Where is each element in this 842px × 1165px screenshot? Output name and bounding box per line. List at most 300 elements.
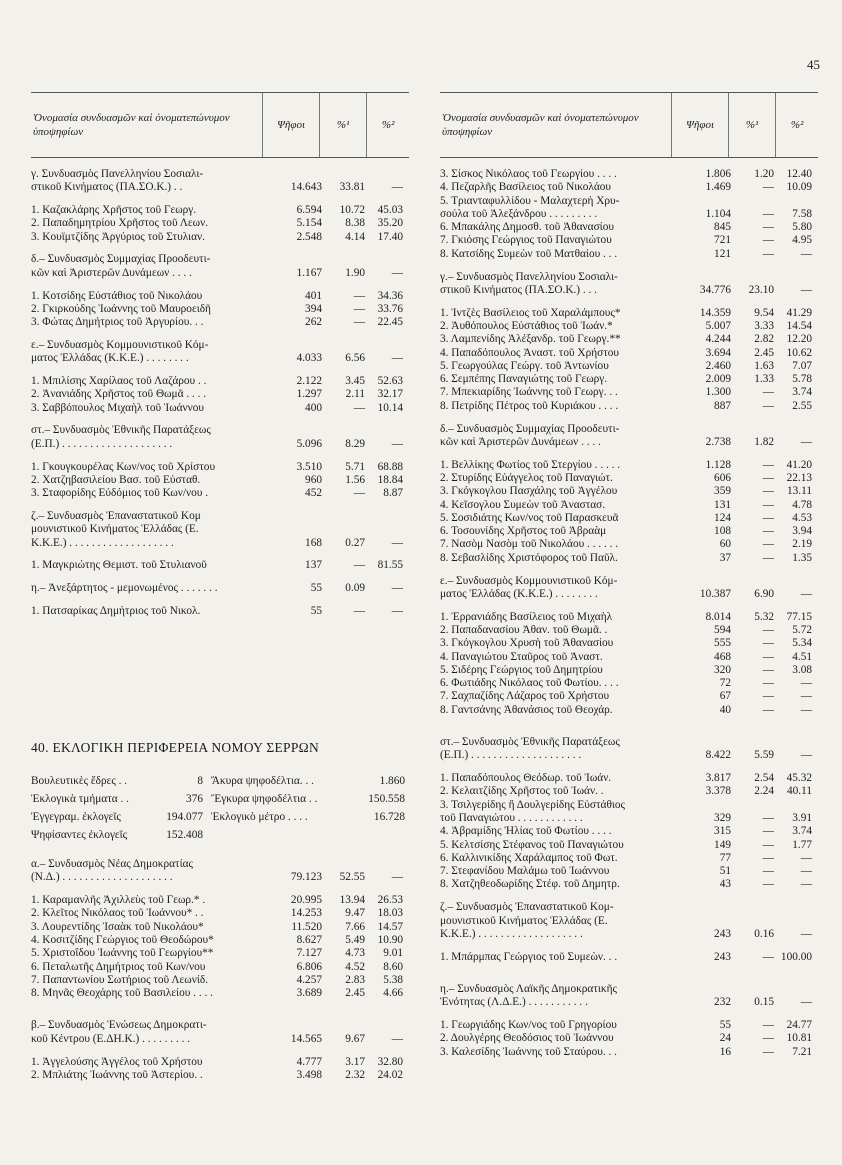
cell-votes: 394 [305, 302, 322, 315]
cell-name: 5. Σοσιδιάτης Κων/νος τοῦ Παρασκευᾶ [440, 511, 619, 524]
cell-votes [681, 983, 734, 996]
table-row [31, 605, 409, 618]
cell-votes: 72 [719, 677, 731, 690]
cell-pct1: — [762, 811, 774, 824]
cell-pct2: 22.45 [377, 316, 403, 329]
cell-votes: 24 [719, 1032, 731, 1045]
info-row [31, 808, 409, 826]
cell-votes [272, 168, 325, 181]
cell-pct2 [777, 736, 815, 749]
cell-pct1: — [762, 878, 774, 891]
cell-pct2: 8.87 [383, 487, 403, 500]
row-spacer [31, 1010, 409, 1020]
cell-pct1 [325, 858, 368, 871]
row-spacer [440, 763, 818, 773]
cell-name: β.– Συνδυασμὸς Ἑνώσεως Δημοκρατι- [31, 1019, 207, 1032]
cell-name: 7. Στεφανίδου Μαλάμω τοῦ Ἰωάννου [440, 865, 610, 878]
table-row [440, 208, 818, 221]
cell-pct1: 5.49 [345, 933, 365, 946]
cell-votes: 606 [714, 471, 731, 484]
cell-pct2: 8.60 [383, 960, 403, 973]
cell-votes [272, 858, 325, 871]
cell-pct2: — [391, 604, 403, 617]
cell-pct1 [325, 253, 368, 266]
cell-name: 5. Τριανταφυλλίδου - Μαλαχτερὴ Χρυ- [440, 194, 620, 207]
table-row [31, 204, 409, 217]
right-column [440, 92, 818, 1059]
info-value: 150.558 [368, 793, 405, 805]
cell-votes: 1.300 [705, 386, 731, 399]
info-value: 16.728 [373, 811, 405, 823]
table-row [31, 253, 409, 266]
cell-pct2: 5.78 [792, 373, 812, 386]
cell-pct1: — [353, 559, 365, 572]
cell-pct2: 24.77 [786, 1019, 812, 1032]
cell-pct1: — [762, 551, 774, 564]
cell-votes: 2.738 [705, 435, 731, 448]
cell-votes: 3.694 [705, 346, 731, 359]
cell-votes: 4.033 [296, 352, 322, 365]
cell-pct1: — [762, 838, 774, 851]
table-row [440, 284, 818, 297]
info-row [31, 826, 409, 844]
table-row [31, 858, 409, 871]
cell-pct2: 13.11 [787, 485, 812, 498]
cell-pct1: 23.10 [748, 283, 774, 296]
table-row [440, 320, 818, 333]
cell-votes [681, 271, 734, 284]
table-row [31, 388, 409, 401]
cell-pct2 [368, 168, 406, 181]
cell-pct1: 2.32 [345, 1068, 365, 1081]
table-row [440, 651, 818, 664]
table-row [31, 1069, 409, 1082]
cell-name: 7. Μπεκιαρίδης Ἰωάννης τοῦ Γεωργ. . . [440, 386, 618, 399]
cell-pct1: — [762, 1019, 774, 1032]
cell-votes: 887 [714, 399, 731, 412]
cell-pct2 [777, 575, 815, 588]
cell-pct1: — [353, 302, 365, 315]
cell-pct2 [368, 424, 406, 437]
cell-votes: 168 [305, 536, 322, 549]
header-name: Ὀνομασία συνδυασμῶν καὶ ὀνοματεπώνυμον ὑποψηφίων [442, 112, 639, 138]
cell-pct2: 7.07 [792, 359, 812, 372]
cell-votes: 55 [719, 1019, 731, 1032]
cell-pct2: 3.94 [792, 525, 812, 538]
cell-pct2: 4.95 [792, 234, 812, 247]
header-votes: Ψῆφοι [671, 93, 728, 157]
cell-pct1 [734, 799, 777, 812]
cell-pct1: — [353, 604, 365, 617]
left-table-body [31, 168, 409, 618]
cell-pct1: 3.17 [345, 1055, 365, 1068]
table-row [440, 677, 818, 690]
cell-votes: 1.167 [296, 266, 322, 279]
table-row [440, 825, 818, 838]
info-right [211, 772, 409, 790]
cell-name: Κ.Κ.Ε.) . . . . . . . . . . . . . . . . . . . [440, 927, 583, 940]
table-row [31, 559, 409, 572]
cell-name: 1. Ἐρρανιάδης Βασίλειος τοῦ Μιχαὴλ [440, 610, 613, 623]
cell-name: 3. Καλεσίδης Ἰωάννης τοῦ Σταύρου. . . [440, 1045, 617, 1058]
cell-votes [681, 195, 734, 208]
table-row [31, 894, 409, 907]
info-label: Ἔγκυρα ψηφοδέλτια . . [211, 793, 318, 805]
cell-pct1: — [762, 623, 774, 636]
cell-name: στικοῦ Κινήματος (ΠΑ.ΣΟ.Κ.) . . [31, 181, 183, 194]
row-spacer [31, 500, 409, 510]
cell-name: 8. Γαντσάνης Ἀθανάσιος τοῦ Θεοχάρ. [440, 703, 613, 716]
cell-pct2: — [800, 587, 812, 600]
cell-votes: 6.806 [296, 960, 322, 973]
cell-name: 1. Καζακλάρης Χρῆστος τοῦ Γεωργ. [31, 204, 197, 217]
cell-votes: 243 [714, 950, 731, 963]
cell-pct2: 5.80 [792, 221, 812, 234]
cell-votes: 3.689 [296, 987, 322, 1000]
cell-name: Κ.Κ.Ε.) . . . . . . . . . . . . . . . . . . . [31, 536, 174, 549]
table-row [440, 611, 818, 624]
cell-pct2: — [391, 871, 403, 884]
cell-pct2: — [800, 927, 812, 940]
cell-pct2: — [800, 851, 812, 864]
cell-pct1 [325, 1019, 368, 1032]
cell-pct1: 1.33 [754, 373, 774, 386]
cell-pct2 [777, 195, 815, 208]
cell-pct1: 1.20 [754, 168, 774, 180]
cell-votes: 1.104 [705, 207, 731, 220]
cell-votes [272, 1019, 325, 1032]
table-row [440, 1046, 818, 1059]
cell-name: 7. Νασὸμ Νασὸμ τοῦ Νικολάου . . . . . . [440, 538, 619, 551]
row-spacer [440, 413, 818, 423]
info-label: Ἐκλογικὰ τμήματα . . [31, 793, 129, 805]
cell-votes: 7.127 [296, 947, 322, 960]
table-row [31, 438, 409, 451]
row-spacer [31, 244, 409, 254]
left-column [31, 92, 409, 618]
cell-pct2: 52.63 [377, 375, 403, 388]
table-row [440, 195, 818, 208]
cell-pct1: 2.24 [754, 785, 774, 798]
cell-pct2: 32.80 [377, 1055, 403, 1068]
cell-name: 6. Σεμπέπης Παναγιώτης τοῦ Γεωργ. [440, 373, 608, 386]
cell-pct1: 3.33 [754, 319, 774, 332]
info-label: Ἐγγεγραμ. ἐκλογεῖς [31, 811, 121, 823]
cell-pct1: 2.45 [345, 987, 365, 1000]
cell-pct2: 12.40 [786, 168, 812, 180]
cell-pct1: — [353, 316, 365, 329]
table-row [31, 921, 409, 934]
table-header-left [31, 92, 409, 158]
cell-pct2: — [800, 878, 812, 891]
cell-name: 7. Παπαντωνίου Σωτήριος τοῦ Λεωνίδ. [31, 973, 209, 986]
cell-pct1 [325, 168, 368, 181]
cell-name: 4. Παναγιώτου Σταῦρος τοῦ Ἀναστ. [440, 650, 603, 663]
cell-pct1: — [353, 487, 365, 500]
cell-name: 8. Πετρίδης Πέτρος τοῦ Κυριάκου . . . . [440, 399, 619, 412]
cell-pct2: 1.35 [792, 551, 812, 564]
row-spacer [440, 717, 818, 727]
cell-name: 8. Κατσίδης Συμεὼν τοῦ Ματθαίου . . . [440, 247, 618, 260]
cell-votes: 8.627 [296, 933, 322, 946]
cell-pct1: 2.83 [345, 973, 365, 986]
cell-name: 8. Χατζηθεοδωρίδης Στέφ. τοῦ Δημητρ. [440, 878, 620, 891]
row-spacer [440, 449, 818, 459]
cell-votes: 960 [305, 473, 322, 486]
cell-name: 7. Γκιόσης Γεώργιος τοῦ Παναγιώτου [440, 234, 612, 247]
cell-pct1: 4.73 [345, 947, 365, 960]
cell-name: 2. Κελαιτζίδης Χρῆστος τοῦ Ἰωάν. . [440, 785, 604, 798]
cell-name: σούλα τοῦ Ἀλεξάνδρου . . . . . . . . . [440, 207, 598, 220]
table-row [440, 552, 818, 565]
cell-name: κῶν καὶ Ἀριστερῶν Δυνάμεων . . . . [440, 435, 601, 448]
cell-name: α.– Συνδυασμὸς Νέας Δημοκρατίας [31, 858, 194, 870]
serres-section [31, 740, 409, 1082]
table-row [440, 736, 818, 749]
row-spacer [440, 964, 818, 974]
cell-name: 5. Σιδέρης Γεώργιος τοῦ Δημητρίου [440, 663, 603, 676]
cell-pct1 [734, 736, 777, 749]
cell-votes: 4.777 [296, 1055, 322, 1068]
table-row [31, 1056, 409, 1069]
cell-pct2: — [800, 283, 812, 296]
cell-pct1: 2.45 [754, 346, 774, 359]
table-row [440, 915, 818, 928]
cell-name: 8. Σεβασλίδης Χριστόφορος τοῦ Παῦλ. [440, 551, 618, 564]
cell-pct2 [368, 510, 406, 523]
cell-pct1: 7.66 [345, 920, 365, 933]
table-row [31, 352, 409, 365]
cell-votes: 3.378 [705, 785, 731, 798]
cell-pct1: 33.81 [339, 181, 365, 194]
cell-votes [681, 423, 734, 436]
cell-pct2: 68.88 [377, 460, 403, 473]
cell-votes: 131 [714, 498, 731, 511]
cell-votes: 67 [719, 690, 731, 703]
cell-pct2: — [391, 181, 403, 194]
cell-votes: 11.520 [291, 920, 322, 933]
cell-name: η.– Συνδυασμὸς Λαϊκῆς Δημοκρατικῆς [440, 982, 617, 995]
cell-pct1 [325, 510, 368, 523]
cell-name: 1. Παπαδόπουλος Θεόδωρ. τοῦ Ἰωάν. [440, 772, 612, 785]
cell-votes: 14.565 [290, 1032, 322, 1045]
cell-name: 6. Μπακάλης Δημοσθ. τοῦ Ἀθανασίου [440, 221, 614, 234]
cell-name: 1. Κοτσίδης Εὐστάθιος τοῦ Νικολάου [31, 289, 203, 302]
cell-name: 3. Σίσκος Νικόλαος τοῦ Γεωργίου . . . . [440, 168, 617, 180]
cell-votes: 2.009 [705, 373, 731, 386]
table-row [31, 961, 409, 974]
cell-name: 2. Ἀυθόπουλος Εὐστάθιος τοῦ Ἰωάν.* [440, 319, 613, 332]
cell-pct2: 18.84 [377, 473, 403, 486]
table-row [440, 248, 818, 261]
info-left [31, 790, 211, 808]
cell-pct2: 77.15 [786, 610, 812, 623]
cell-pct1: — [762, 950, 774, 963]
table-row [440, 333, 818, 346]
cell-name: 6. Καλλινικίδης Χαράλαμπος τοῦ Φωτ. [440, 851, 618, 864]
cell-pct2: 41.20 [786, 458, 812, 471]
row-spacer [440, 565, 818, 575]
cell-votes [272, 339, 325, 352]
cell-pct2: 9.01 [383, 947, 403, 960]
cell-votes: 315 [714, 825, 731, 838]
cell-pct1: — [762, 458, 774, 471]
row-spacer [440, 1010, 818, 1020]
cell-votes: 320 [714, 663, 731, 676]
cell-pct2: 10.62 [786, 346, 812, 359]
table-row [440, 386, 818, 399]
cell-pct1: 5.71 [345, 460, 365, 473]
cell-name: 6. Πεταλωτῆς Δημήτριος τοῦ Κων/νου [31, 960, 206, 973]
cell-pct2: — [391, 536, 403, 549]
cell-pct2 [368, 858, 406, 871]
cell-pct1 [325, 339, 368, 352]
cell-votes: 20.995 [290, 894, 322, 907]
info-value: 1.860 [379, 775, 405, 787]
table-row [440, 221, 818, 234]
info-label: Ψηφίσαντες ἐκλογεῖς [31, 829, 128, 841]
cell-pct1: 6.90 [754, 587, 774, 600]
cell-name: 3. Τσιλγερίδης ἢ Δουλγερίδης Εὐστάθιος [440, 798, 626, 811]
cell-votes: 43 [719, 878, 731, 891]
cell-pct1: 1.90 [345, 266, 365, 279]
table-row [31, 402, 409, 415]
cell-pct1: — [762, 247, 774, 260]
cell-pct2: 5.72 [792, 623, 812, 636]
cell-pct1: 1.56 [345, 473, 365, 486]
cell-name: 1. Μαγκριώτης Θεμιστ. τοῦ Στυλιανοῦ [31, 559, 207, 572]
cell-name: στ.– Συνδυασμὸς Ἐθνικῆς Παρατάξεως [31, 424, 211, 437]
table-row [31, 537, 409, 550]
cell-votes: 55 [310, 582, 322, 595]
cell-pct2: — [800, 435, 812, 448]
cell-pct1: 3.45 [345, 375, 365, 388]
table-row [440, 1032, 818, 1045]
cell-name: μουνιστικοῦ Κινήματος Ἑλλάδας (Ε. [31, 523, 199, 536]
table-row [31, 1019, 409, 1032]
cell-pct1: — [762, 399, 774, 412]
cell-pct1: 6.56 [345, 352, 365, 365]
info-right [211, 808, 409, 826]
cell-pct1: 2.11 [345, 388, 365, 401]
table-row [440, 799, 818, 812]
cell-name: 2. Ἀνανιάδης Χρῆστος τοῦ Θωμᾶ . . . . [31, 388, 207, 401]
cell-pct1: — [353, 289, 365, 302]
cell-name: 2. Γκιρκούδης Ἰωάννης τοῦ Μαυροειδῆ [31, 302, 211, 315]
cell-pct1: 0.09 [345, 582, 365, 595]
table-row [31, 461, 409, 474]
table-row [440, 624, 818, 637]
cell-votes: 121 [714, 247, 731, 260]
cell-votes: 55 [310, 604, 322, 617]
table-row [440, 459, 818, 472]
cell-pct2 [777, 271, 815, 284]
cell-name: 1. Γκουγκουρέλας Κων/νος τοῦ Χρίστου [31, 460, 216, 473]
table-row [440, 360, 818, 373]
cell-pct2 [368, 253, 406, 266]
cell-pct2: 32.17 [377, 388, 403, 401]
cell-pct2: 4.78 [792, 498, 812, 511]
cell-name: ματος Ἑλλάδας (Κ.Κ.Ε.) . . . . . . . . [31, 352, 189, 365]
table-row [31, 974, 409, 987]
cell-pct2: 100.00 [780, 950, 812, 963]
table-row [440, 839, 818, 852]
table-row [440, 271, 818, 284]
cell-pct1: 4.52 [345, 960, 365, 973]
cell-votes: 1.128 [705, 458, 731, 471]
cell-pct1: 8.38 [345, 217, 365, 230]
cell-pct2: — [800, 749, 812, 762]
cell-votes: 77 [719, 851, 731, 864]
cell-pct2: 4.51 [792, 650, 812, 663]
cell-votes: 1.469 [705, 181, 731, 194]
info-value: 376 [186, 793, 203, 805]
cell-votes [681, 799, 734, 812]
table-header-right [440, 92, 818, 158]
table-row [31, 424, 409, 437]
row-spacer [31, 573, 409, 583]
cell-name: δ.– Συνδυασμὸς Συμμαχίας Προοδευτι- [440, 422, 620, 435]
cell-pct1: — [762, 471, 774, 484]
cell-votes: 37 [719, 551, 731, 564]
row-spacer [31, 1000, 409, 1010]
cell-pct2: — [391, 437, 403, 450]
cell-name: 1. Καραμανλῆς Ἀχιλλεὺς τοῦ Γεωρ.* . [31, 894, 206, 907]
header-votes: Ψῆφοι [262, 93, 319, 157]
table-row [440, 181, 818, 194]
cell-pct2: 24.02 [377, 1068, 403, 1081]
cell-pct1 [734, 983, 777, 996]
serres-table-body [31, 858, 409, 1082]
row-spacer [440, 297, 818, 307]
cell-votes [272, 253, 325, 266]
cell-name: 1. Μπιλίσης Χαρίλαος τοῦ Λαζάρου . . [31, 375, 207, 388]
cell-name: 3. Σαββόπουλος Μιχαὴλ τοῦ Ἰωάννου [31, 401, 205, 414]
cell-name: 2. Στυρίδης Εὐάγγελος τοῦ Παναγιώτ. [440, 471, 613, 484]
cell-pct1 [734, 195, 777, 208]
cell-name: 5. Γεωργούλας Γεώργ. τοῦ Ἀντωνίου [440, 359, 609, 372]
cell-votes: 10.387 [699, 587, 731, 600]
info-row [31, 772, 409, 790]
cell-pct2: — [391, 1032, 403, 1045]
cell-pct1 [734, 575, 777, 588]
cell-name: 4. Ἀβραμίδης Ἠλίας τοῦ Φωτίου . . . . [440, 825, 612, 838]
cell-votes: 359 [714, 485, 731, 498]
table-row [440, 234, 818, 247]
cell-name: (Ν.Δ.) . . . . . . . . . . . . . . . . . . . . [31, 871, 173, 884]
cell-votes [681, 901, 734, 914]
info-label: Ἐκλογικὸ μέτρο . . . . [211, 811, 308, 823]
cell-votes: 51 [719, 865, 731, 878]
cell-name: 8. Μηνᾶς Θεοχάρης τοῦ Βασιλείου . . . . [31, 987, 213, 1000]
cell-pct2: 81.55 [377, 559, 403, 572]
cell-pct2: — [800, 247, 812, 260]
info-value: 194.077 [166, 811, 203, 823]
cell-pct1: 10.72 [339, 204, 365, 217]
cell-pct1: — [762, 525, 774, 538]
cell-pct1: — [353, 401, 365, 414]
cell-pct1: — [762, 234, 774, 247]
row-spacer [31, 1046, 409, 1056]
info-left [31, 826, 211, 844]
info-right [211, 790, 409, 808]
table-row [440, 951, 818, 964]
table-row [440, 785, 818, 798]
cell-pct1: 9.67 [345, 1032, 365, 1045]
table-row [31, 474, 409, 487]
cell-name: 4. Πεζαρλῆς Βασίλειος τοῦ Νικολάου [440, 181, 612, 194]
cell-votes [681, 736, 734, 749]
